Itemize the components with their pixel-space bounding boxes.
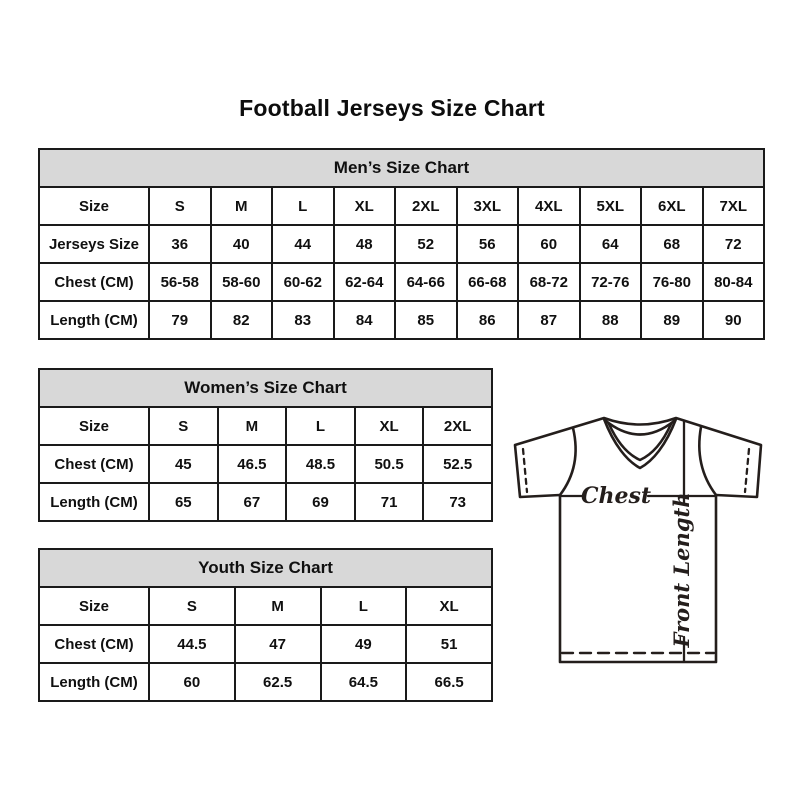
cell: XL xyxy=(334,187,396,225)
cell: 86 xyxy=(457,301,519,339)
jersey-outline xyxy=(515,418,761,662)
cell: 56 xyxy=(457,225,519,263)
cell: 90 xyxy=(703,301,765,339)
jersey-illustration xyxy=(498,400,764,668)
row-label: Size xyxy=(39,187,149,225)
cell: 72 xyxy=(703,225,765,263)
cell: 49 xyxy=(321,625,407,663)
right-armhole-seam xyxy=(699,427,716,495)
cell: 60-62 xyxy=(272,263,334,301)
cell: 62.5 xyxy=(235,663,321,701)
table-row xyxy=(39,483,492,521)
cell: M xyxy=(235,587,321,625)
table-row xyxy=(39,407,492,445)
mens-size-table xyxy=(38,148,765,340)
cell: 67 xyxy=(218,483,287,521)
cell: 7XL xyxy=(703,187,765,225)
cell: 40 xyxy=(211,225,273,263)
cell: 60 xyxy=(149,663,235,701)
cell: S xyxy=(149,407,218,445)
cell: 46.5 xyxy=(218,445,287,483)
row-label: Size xyxy=(39,587,149,625)
right-cuff-dashed-line xyxy=(745,449,749,492)
cell: 62-64 xyxy=(334,263,396,301)
table-header-row xyxy=(39,369,492,407)
cell: 85 xyxy=(395,301,457,339)
table-row xyxy=(39,587,492,625)
cell: 48.5 xyxy=(286,445,355,483)
cell: 72-76 xyxy=(580,263,642,301)
cell: XL xyxy=(355,407,424,445)
cell: 88 xyxy=(580,301,642,339)
cell: 52.5 xyxy=(423,445,492,483)
cell: L xyxy=(272,187,334,225)
jersey-measurement-diagram xyxy=(498,400,764,668)
cell: 47 xyxy=(235,625,321,663)
table-row xyxy=(39,445,492,483)
cell: 66-68 xyxy=(457,263,519,301)
row-label: Jerseys Size xyxy=(39,225,149,263)
cell: 3XL xyxy=(457,187,519,225)
table-row xyxy=(39,225,764,263)
page-title: Football Jerseys Size Chart xyxy=(239,95,545,121)
table-row xyxy=(39,663,492,701)
cell: 56-58 xyxy=(149,263,211,301)
row-label: Size xyxy=(39,407,149,445)
table-row xyxy=(39,187,764,225)
table-title: Women’s Size Chart xyxy=(39,369,492,407)
cell: 89 xyxy=(641,301,703,339)
left-armhole-seam xyxy=(560,428,576,495)
cell: 71 xyxy=(355,483,424,521)
cell: 68 xyxy=(641,225,703,263)
table-row xyxy=(39,625,492,663)
cell: 5XL xyxy=(580,187,642,225)
cell: M xyxy=(218,407,287,445)
cell: 68-72 xyxy=(518,263,580,301)
cell: 51 xyxy=(406,625,492,663)
cell: 80-84 xyxy=(703,263,765,301)
cell: 52 xyxy=(395,225,457,263)
cell: 79 xyxy=(149,301,211,339)
row-label: Chest (CM) xyxy=(39,263,149,301)
table-header-row xyxy=(39,549,492,587)
table-row xyxy=(39,263,764,301)
collar-back-arc xyxy=(606,421,674,435)
row-label: Chest (CM) xyxy=(39,625,149,663)
cell: L xyxy=(286,407,355,445)
cell: 66.5 xyxy=(406,663,492,701)
cell: 2XL xyxy=(395,187,457,225)
womens-size-table xyxy=(38,368,493,522)
row-label: Chest (CM) xyxy=(39,445,149,483)
cell: 64-66 xyxy=(395,263,457,301)
cell: 2XL xyxy=(423,407,492,445)
cell: XL xyxy=(406,587,492,625)
table-header-row xyxy=(39,149,764,187)
cell: 64.5 xyxy=(321,663,407,701)
cell: 83 xyxy=(272,301,334,339)
cell: 44.5 xyxy=(149,625,235,663)
cell: 82 xyxy=(211,301,273,339)
cell: 65 xyxy=(149,483,218,521)
chest-measure-label: Chest xyxy=(580,483,652,509)
row-label: Length (CM) xyxy=(39,301,149,339)
cell: 73 xyxy=(423,483,492,521)
cell: S xyxy=(149,187,211,225)
cell: 44 xyxy=(272,225,334,263)
left-cuff-dashed-line xyxy=(523,449,527,492)
cell: 60 xyxy=(518,225,580,263)
cell: 76-80 xyxy=(641,263,703,301)
cell: 50.5 xyxy=(355,445,424,483)
cell: 58-60 xyxy=(211,263,273,301)
row-label: Length (CM) xyxy=(39,483,149,521)
cell: 69 xyxy=(286,483,355,521)
row-label: Length (CM) xyxy=(39,663,149,701)
cell: 4XL xyxy=(518,187,580,225)
front-length-measure-label: Front Length xyxy=(669,492,694,648)
cell: 48 xyxy=(334,225,396,263)
table-title: Youth Size Chart xyxy=(39,549,492,587)
cell: 84 xyxy=(334,301,396,339)
table-title: Men’s Size Chart xyxy=(39,149,764,187)
cell: 64 xyxy=(580,225,642,263)
cell: 87 xyxy=(518,301,580,339)
cell: 45 xyxy=(149,445,218,483)
youth-size-table xyxy=(38,548,493,702)
cell: L xyxy=(321,587,407,625)
cell: 6XL xyxy=(641,187,703,225)
cell: 36 xyxy=(149,225,211,263)
table-row xyxy=(39,301,764,339)
cell: M xyxy=(211,187,273,225)
cell: S xyxy=(149,587,235,625)
